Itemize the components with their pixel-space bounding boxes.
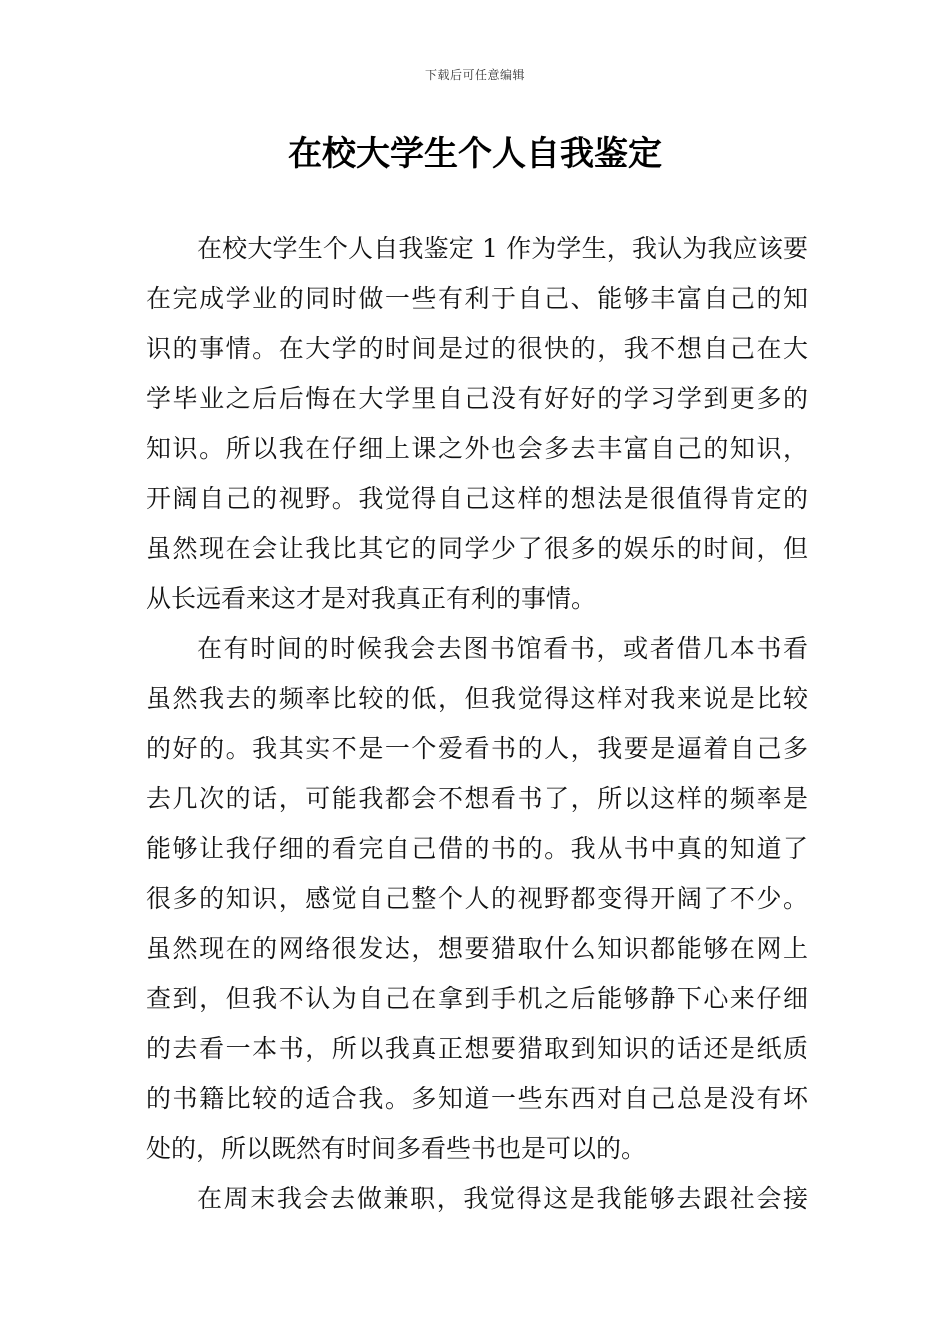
paragraph-line: 从长远看来这才是对我真正有利的事情。 [146, 584, 597, 613]
paragraph-line: 虽然现在的网络很发达，想要猎取什么知识都能够在网上 [146, 934, 808, 963]
paragraph-line: 在周末我会去做兼职，我觉得这是我能够去跟社会接 [197, 1184, 808, 1213]
paragraph-line: 能够让我仔细的看完自己借的书的。我从书中真的知道了 [146, 834, 808, 863]
paragraph-line: 在完成学业的同时做一些有利于自己、能够丰富自己的知 [146, 284, 808, 313]
document-body [146, 224, 808, 1224]
paragraph-line: 虽然我去的频率比较的低，但我觉得这样对我来说是比较 [146, 684, 808, 713]
paragraph-line: 虽然现在会让我比其它的同学少了很多的娱乐的时间，但 [146, 534, 808, 563]
paragraph-line: 在校大学生个人自我鉴定 1 作为学生，我认为我应该要 [197, 234, 808, 263]
paragraph-line: 开阔自己的视野。我觉得自己这样的想法是很值得肯定的 [146, 484, 808, 513]
paragraph-line: 处的，所以既然有时间多看些书也是可以的。 [146, 1134, 647, 1163]
header-note: 下载后可任意编辑 [424, 68, 525, 82]
paragraph-line: 的好的。我其实不是一个爱看书的人，我要是逼着自己多 [146, 734, 808, 763]
paragraph-line: 的去看一本书，所以我真正想要猎取到知识的话还是纸质 [146, 1034, 808, 1063]
paragraph-line: 去几次的话，可能我都会不想看书了，所以这样的频率是 [146, 784, 808, 813]
paragraph-line: 查到，但我不认为自己在拿到手机之后能够静下心来仔细 [146, 984, 808, 1013]
paragraph-2 [146, 624, 808, 1174]
paragraph-line: 的书籍比较的适合我。多知道一些东西对自己总是没有坏 [146, 1084, 808, 1113]
paragraph-line: 很多的知识，感觉自己整个人的视野都变得开阔了不少。 [146, 884, 808, 913]
paragraph-3 [146, 1174, 808, 1224]
paragraph-1 [146, 224, 808, 624]
paragraph-line: 知识。所以我在仔细上课之外也会多去丰富自己的知识， [146, 434, 808, 463]
paragraph-line: 识的事情。在大学的时间是过的很快的，我不想自己在大 [146, 334, 808, 363]
document-title: 在校大学生个人自我鉴定 [288, 134, 662, 174]
paragraph-line: 在有时间的时候我会去图书馆看书，或者借几本书看 [197, 634, 808, 663]
paragraph-line: 学毕业之后后悔在大学里自己没有好好的学习学到更多的 [146, 384, 808, 413]
